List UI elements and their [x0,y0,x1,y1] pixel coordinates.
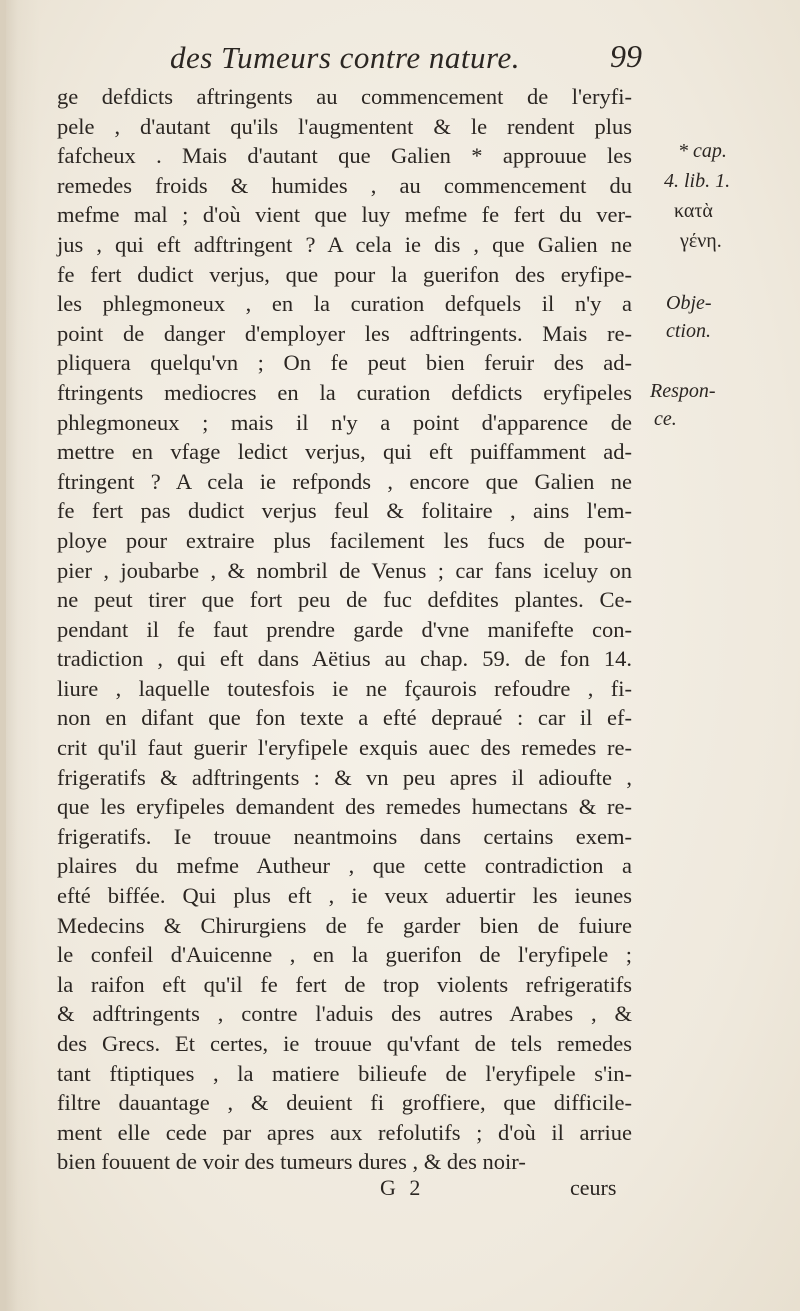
text-line: filtre dauantage , & deuient fi groffiere, que difficile- [57,1090,632,1116]
text-line: tradiction , qui eft dans Aëtius au chap. 59. de fon 14. [57,646,632,672]
margin-note-objection-2: ction. [666,320,711,342]
margin-note-objection-1: Obje- [666,292,712,314]
text-line: ment elle cede par apres aux refolutifs ; d'où il arriue [57,1119,632,1145]
text-line: pliquera quelqu'vn ; On fe peut bien feruir des ad- [57,350,632,376]
text-line: ne peut tirer que fort peu de fuc defdites plantes. Ce- [57,587,632,613]
running-title: des Tumeurs contre nature. [170,40,520,75]
signature-mark: G 2 [380,1175,425,1200]
text-line: non en difant que fon texte a efté depraué : car il ef- [57,705,632,731]
margin-note-response-2: ce. [654,408,677,430]
margin-note-response-1: Respon- [650,380,716,402]
text-line: pier , joubarbe , & nombril de Venus ; car fans iceluy on [57,557,632,583]
catchword: ceurs [570,1175,617,1200]
text-line: des Grecs. Et certes, ie trouue qu'vfant de tels remedes [57,1031,632,1056]
text-line: pele , d'autant qu'ils l'augmentent & le rendent plus [57,113,632,139]
text-line: fe fert pas dudict verjus feul & folitaire , ains l'em- [57,498,632,524]
text-line: crit qu'il faut guerir l'eryfipele exquis auec des remedes re- [57,735,632,761]
text-line: bien fouuent de voir des tumeurs dures , & des noir- [57,1149,526,1175]
text-line: tant ftiptiques , la matiere bilieufe de l'eryfipele s'in- [57,1060,632,1086]
text-line: mefme mal ; d'où vient que luy mefme fe fert du ver- [57,202,632,228]
text-line: la raifon eft qu'il fe fert de trop violents refrigeratifs [57,971,632,997]
text-line: fafcheux . Mais d'autant que Galien * approuue les [57,143,632,169]
text-line: frigeratifs & adftringents : & vn peu apres il adioufte , [57,764,632,790]
text-line: les phlegmoneux , en la curation defquels il n'y a [57,291,632,317]
text-line: ge defdicts aftringents au commencement de l'eryfi- [57,84,632,109]
text-line: fe fert dudict verjus, que pour la guerifon des eryfipe- [57,261,632,287]
margin-note-greek-2: γένη. [680,230,722,252]
text-line: jus , qui eft adftringent ? A cela ie dis , que Galien ne [57,231,632,257]
text-line: que les eryfipeles demandent des remedes humectans & re- [57,794,632,820]
body-text [57,82,632,1177]
page-footer [360,1175,650,1205]
text-line: remedes froids & humides , au commencement du [57,172,632,198]
margin-note-book: 4. lib. 1. [664,170,731,192]
text-line: ploye pour extraire plus facilement les fucs de pour- [57,527,632,553]
text-line: point de danger d'employer les adftringents. Mais re- [57,320,632,346]
spine-edge [0,0,6,1311]
text-line: Medecins & Chirurgiens de fe garder bien de fuiure [57,912,632,938]
text-line: phlegmoneux ; mais il n'y a point d'apparence de [57,409,632,435]
page-header [170,40,730,80]
text-line: mettre en vfage ledict verjus, qui eft puiffamment ad- [57,439,632,465]
text-line: efté biffée. Qui plus eft , ie veux aduertir les ieunes [57,883,632,909]
text-line: ftringents mediocres en la curation defdicts eryfipeles [57,379,632,405]
page-number: 99 [610,38,642,74]
text-line: pendant il fe faut prendre garde d'vne manifefte con- [57,616,632,642]
text-line: plaires du mefme Autheur , que cette contradiction a [57,853,632,879]
text-line: frigeratifs. Ie trouue neantmoins dans certains exem- [57,823,632,849]
text-line: & adftringents , contre l'aduis des autres Arabes , & [57,1001,632,1027]
text-line: ftringent ? A cela ie refponds , encore que Galien ne [57,468,632,494]
margin-note-greek-1: κατὰ [674,200,713,222]
margin-note-reference: * cap. [678,140,727,162]
text-line: le confeil d'Auicenne , en la guerifon de l'eryfipele ; [57,942,632,968]
text-line: liure , laquelle toutesfois ie ne fçaurois refoudre , fi- [57,675,632,701]
